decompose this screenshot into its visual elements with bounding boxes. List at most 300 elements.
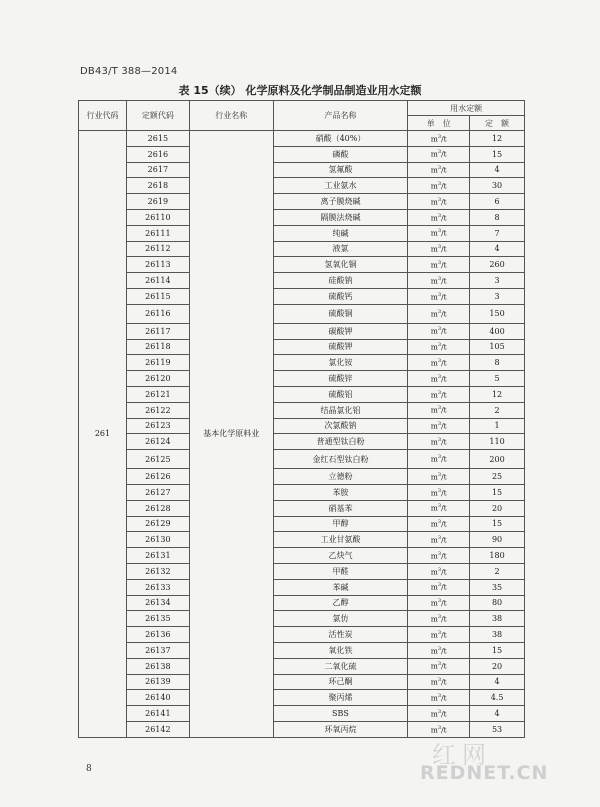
quota-code-cell: 26121 <box>126 386 189 402</box>
quota-value-cell: 25 <box>470 469 525 485</box>
unit-cell <box>408 131 470 147</box>
unit-per: /t <box>441 646 447 656</box>
table-row <box>79 241 525 257</box>
product-name-cell: 离子膜烧碱 <box>273 194 408 210</box>
unit-per: /t <box>441 181 447 191</box>
product-name-cell: 金红石型钛白粉 <box>273 450 408 469</box>
quota-value-cell: 15 <box>470 642 525 658</box>
unit-base: m <box>430 535 438 545</box>
product-name-cell: 苯碱 <box>273 579 408 595</box>
product-name-cell: 碳酸钾 <box>273 323 408 339</box>
unit-base: m <box>430 181 438 191</box>
unit-exponent: 3 <box>437 291 442 298</box>
industry-name-cell: 基本化学原料业 <box>189 131 273 738</box>
table-row <box>79 209 525 225</box>
unit-per: /t <box>441 488 447 498</box>
industry-code-cell: 261 <box>79 131 127 738</box>
table-row <box>79 402 525 418</box>
unit-base: m <box>430 630 438 640</box>
unit-cell <box>408 209 470 225</box>
unit-base: m <box>430 390 438 400</box>
unit-exponent: 3 <box>437 661 442 668</box>
unit-base: m <box>430 421 438 431</box>
unit-base: m <box>430 405 438 415</box>
unit-per: /t <box>441 421 447 431</box>
unit-cell <box>408 402 470 418</box>
quota-value-cell: 180 <box>470 548 525 564</box>
unit-exponent: 3 <box>437 550 442 557</box>
quota-code-cell: 26113 <box>126 257 189 273</box>
product-name-cell: 隔膜法烧碱 <box>273 209 408 225</box>
quota-value-cell: 260 <box>470 257 525 273</box>
unit-per: /t <box>441 709 447 719</box>
quota-code-cell: 26128 <box>126 500 189 516</box>
table-row <box>79 563 525 579</box>
table-row <box>79 386 525 402</box>
quota-code-cell: 26141 <box>126 706 189 722</box>
unit-per: /t <box>441 437 447 447</box>
unit-per: /t <box>441 630 447 640</box>
quota-code-cell: 26118 <box>126 339 189 355</box>
unit-exponent: 3 <box>437 454 442 461</box>
unit-base: m <box>430 567 438 577</box>
unit-cell <box>408 690 470 706</box>
unit-base: m <box>430 358 438 368</box>
product-name-cell: 结晶氯化铝 <box>273 402 408 418</box>
unit-exponent: 3 <box>437 181 442 188</box>
unit-cell <box>408 548 470 564</box>
unit-cell <box>408 418 470 434</box>
unit-cell <box>408 194 470 210</box>
unit-exponent: 3 <box>437 708 442 715</box>
quota-value-cell: 110 <box>470 434 525 450</box>
product-name-cell: 磷酸 <box>273 146 408 162</box>
header-unit: 单 位 <box>408 116 470 131</box>
unit-exponent: 3 <box>437 436 442 443</box>
unit-per: /t <box>441 260 447 270</box>
unit-cell <box>408 273 470 289</box>
table-row <box>79 611 525 627</box>
quota-value-cell: 4 <box>470 162 525 178</box>
unit-base: m <box>430 472 438 482</box>
unit-per: /t <box>441 276 447 286</box>
unit-base: m <box>430 276 438 286</box>
unit-exponent: 3 <box>437 196 442 203</box>
unit-per: /t <box>441 535 447 545</box>
unit-per: /t <box>441 149 447 159</box>
header-quota: 定 额 <box>470 116 525 131</box>
product-name-cell: 硝酸（40%） <box>273 131 408 147</box>
quota-code-cell: 26140 <box>126 690 189 706</box>
quota-code-cell: 26142 <box>126 721 189 737</box>
unit-cell <box>408 323 470 339</box>
table-row <box>79 484 525 500</box>
product-name-cell: 甲醛 <box>273 563 408 579</box>
quota-value-cell: 38 <box>470 627 525 643</box>
unit-exponent: 3 <box>437 342 442 349</box>
quota-code-cell: 26132 <box>126 563 189 579</box>
unit-per: /t <box>441 454 447 464</box>
table-row <box>79 690 525 706</box>
unit-base: m <box>430 488 438 498</box>
unit-per: /t <box>441 213 447 223</box>
unit-exponent: 3 <box>437 389 442 396</box>
quota-value-cell: 5 <box>470 371 525 387</box>
quota-code-cell: 26134 <box>126 595 189 611</box>
product-name-cell: 硫酸钙 <box>273 288 408 304</box>
quota-code-cell: 26137 <box>126 642 189 658</box>
unit-cell <box>408 225 470 241</box>
table-row <box>79 257 525 273</box>
table-title: 表 15（续） 化学原料及化学制品制造业用水定额 <box>178 84 422 97</box>
unit-per: /t <box>441 567 447 577</box>
unit-per: /t <box>441 725 447 735</box>
unit-cell <box>408 386 470 402</box>
unit-base: m <box>430 309 438 319</box>
unit-base: m <box>430 725 438 735</box>
unit-cell <box>408 288 470 304</box>
quota-code-cell: 2619 <box>126 194 189 210</box>
header-product-name: 产品名称 <box>273 101 408 131</box>
unit-cell <box>408 579 470 595</box>
unit-base: m <box>430 326 438 336</box>
unit-cell <box>408 434 470 450</box>
quota-code-cell: 2618 <box>126 178 189 194</box>
unit-base: m <box>430 134 438 144</box>
product-name-cell: 硫酸铝 <box>273 386 408 402</box>
unit-per: /t <box>441 374 447 384</box>
product-name-cell: 甲醇 <box>273 516 408 532</box>
unit-per: /t <box>441 326 447 336</box>
quota-code-cell: 26127 <box>126 484 189 500</box>
unit-base: m <box>430 519 438 529</box>
quota-value-cell: 35 <box>470 579 525 595</box>
table-row <box>79 371 525 387</box>
unit-exponent: 3 <box>437 421 442 428</box>
unit-exponent: 3 <box>437 275 442 282</box>
unit-exponent: 3 <box>437 165 442 172</box>
table-row <box>79 194 525 210</box>
product-name-cell: 环己酮 <box>273 674 408 690</box>
unit-exponent: 3 <box>437 405 442 412</box>
quota-value-cell: 80 <box>470 595 525 611</box>
unit-exponent: 3 <box>437 677 442 684</box>
quota-value-cell: 15 <box>470 146 525 162</box>
unit-cell <box>408 257 470 273</box>
quota-value-cell: 4 <box>470 706 525 722</box>
unit-cell <box>408 469 470 485</box>
table-row <box>79 178 525 194</box>
unit-base: m <box>430 582 438 592</box>
quota-value-cell: 2 <box>470 402 525 418</box>
unit-per: /t <box>441 661 447 671</box>
unit-cell <box>408 500 470 516</box>
unit-exponent: 3 <box>437 326 442 333</box>
table-row <box>79 273 525 289</box>
product-name-cell: 普通型钛白粉 <box>273 434 408 450</box>
unit-exponent: 3 <box>437 629 442 636</box>
table-row <box>79 500 525 516</box>
product-name-cell: 环氧丙烷 <box>273 721 408 737</box>
product-name-cell: 聚丙烯 <box>273 690 408 706</box>
quota-code-cell: 26130 <box>126 532 189 548</box>
unit-base: m <box>430 646 438 656</box>
unit-exponent: 3 <box>437 519 442 526</box>
table-row <box>79 642 525 658</box>
unit-per: /t <box>441 134 447 144</box>
quota-code-cell: 26133 <box>126 579 189 595</box>
product-name-cell: SBS <box>273 706 408 722</box>
table-row <box>79 595 525 611</box>
unit-per: /t <box>441 390 447 400</box>
unit-exponent: 3 <box>437 373 442 380</box>
table-row <box>79 674 525 690</box>
quota-value-cell: 4 <box>470 241 525 257</box>
quota-value-cell: 12 <box>470 386 525 402</box>
table-row <box>79 146 525 162</box>
table-row <box>79 225 525 241</box>
unit-exponent: 3 <box>437 503 442 510</box>
quota-code-cell: 26110 <box>126 209 189 225</box>
quota-value-cell: 4 <box>470 674 525 690</box>
unit-cell <box>408 674 470 690</box>
unit-per: /t <box>441 165 447 175</box>
header-industry-code: 行业代码 <box>79 101 127 131</box>
quota-value-cell: 400 <box>470 323 525 339</box>
unit-exponent: 3 <box>437 471 442 478</box>
product-name-cell: 乙炔气 <box>273 548 408 564</box>
quota-code-cell: 26126 <box>126 469 189 485</box>
product-name-cell: 氧化铁 <box>273 642 408 658</box>
quota-code-cell: 2615 <box>126 131 189 147</box>
quota-value-cell: 8 <box>470 355 525 371</box>
unit-cell <box>408 611 470 627</box>
unit-base: m <box>430 149 438 159</box>
table-row <box>79 658 525 674</box>
quota-code-cell: 26135 <box>126 611 189 627</box>
unit-cell <box>408 627 470 643</box>
quota-code-cell: 26122 <box>126 402 189 418</box>
table-row <box>79 288 525 304</box>
unit-base: m <box>430 197 438 207</box>
unit-exponent: 3 <box>437 566 442 573</box>
unit-cell <box>408 642 470 658</box>
unit-per: /t <box>441 503 447 513</box>
unit-exponent: 3 <box>437 582 442 589</box>
unit-per: /t <box>441 405 447 415</box>
unit-exponent: 3 <box>437 244 442 251</box>
unit-exponent: 3 <box>437 534 442 541</box>
product-name-cell: 硅酸钠 <box>273 273 408 289</box>
unit-per: /t <box>441 598 447 608</box>
unit-cell <box>408 484 470 500</box>
unit-exponent: 3 <box>437 692 442 699</box>
unit-per: /t <box>441 197 447 207</box>
unit-exponent: 3 <box>437 309 442 316</box>
product-name-cell: 氢氟酸 <box>273 162 408 178</box>
unit-base: m <box>430 374 438 384</box>
quota-code-cell: 26116 <box>126 304 189 323</box>
unit-per: /t <box>441 519 447 529</box>
quota-value-cell: 20 <box>470 658 525 674</box>
quota-code-cell: 26120 <box>126 371 189 387</box>
table-row <box>79 323 525 339</box>
unit-base: m <box>430 598 438 608</box>
quota-value-cell: 105 <box>470 339 525 355</box>
unit-exponent: 3 <box>437 724 442 731</box>
quota-code-cell: 26117 <box>126 323 189 339</box>
unit-exponent: 3 <box>437 149 442 156</box>
quota-code-cell: 26112 <box>126 241 189 257</box>
product-name-cell: 硝基苯 <box>273 500 408 516</box>
product-name-cell: 工业甘氨酸 <box>273 532 408 548</box>
table-row <box>79 548 525 564</box>
quota-value-cell: 38 <box>470 611 525 627</box>
product-name-cell: 工业氨水 <box>273 178 408 194</box>
product-name-cell: 硫酸铜 <box>273 304 408 323</box>
unit-base: m <box>430 437 438 447</box>
unit-per: /t <box>441 693 447 703</box>
product-name-cell: 二氧化硫 <box>273 658 408 674</box>
unit-exponent: 3 <box>437 260 442 267</box>
quota-value-cell: 15 <box>470 516 525 532</box>
quota-value-cell: 15 <box>470 484 525 500</box>
unit-per: /t <box>441 582 447 592</box>
unit-cell <box>408 371 470 387</box>
quota-value-cell: 150 <box>470 304 525 323</box>
unit-cell <box>408 304 470 323</box>
watermark-text: REDNET.CN <box>420 762 549 784</box>
unit-exponent: 3 <box>437 212 442 219</box>
unit-base: m <box>430 503 438 513</box>
table-row <box>79 469 525 485</box>
unit-cell <box>408 516 470 532</box>
table-row <box>79 304 525 323</box>
product-name-cell: 氯仿 <box>273 611 408 627</box>
quota-value-cell: 90 <box>470 532 525 548</box>
table-row <box>79 131 525 147</box>
unit-per: /t <box>441 551 447 561</box>
unit-cell <box>408 162 470 178</box>
table-row <box>79 355 525 371</box>
unit-per: /t <box>441 309 447 319</box>
unit-cell <box>408 241 470 257</box>
quota-code-cell: 26115 <box>126 288 189 304</box>
unit-cell <box>408 658 470 674</box>
unit-per: /t <box>441 228 447 238</box>
quota-value-cell: 3 <box>470 288 525 304</box>
unit-base: m <box>430 551 438 561</box>
quota-value-cell: 8 <box>470 209 525 225</box>
quota-value-cell: 1 <box>470 418 525 434</box>
quota-code-cell: 26129 <box>126 516 189 532</box>
unit-base: m <box>430 661 438 671</box>
table-row <box>79 418 525 434</box>
unit-per: /t <box>441 614 447 624</box>
header-industry-name: 行业名称 <box>189 101 273 131</box>
table-row <box>79 579 525 595</box>
header-water-quota: 用水定额 <box>408 101 525 116</box>
product-name-cell: 硫酸锌 <box>273 371 408 387</box>
quota-value-cell: 4.5 <box>470 690 525 706</box>
product-name-cell: 硫酸钾 <box>273 339 408 355</box>
quota-code-cell: 26119 <box>126 355 189 371</box>
unit-cell <box>408 532 470 548</box>
unit-cell <box>408 595 470 611</box>
table-row <box>79 706 525 722</box>
table-body <box>79 131 525 738</box>
unit-cell <box>408 146 470 162</box>
quota-value-cell: 3 <box>470 273 525 289</box>
unit-base: m <box>430 260 438 270</box>
quota-value-cell: 12 <box>470 131 525 147</box>
product-name-cell: 纯碱 <box>273 225 408 241</box>
unit-cell <box>408 178 470 194</box>
unit-per: /t <box>441 244 447 254</box>
unit-per: /t <box>441 342 447 352</box>
unit-exponent: 3 <box>437 613 442 620</box>
unit-exponent: 3 <box>437 598 442 605</box>
header-quota-code: 定额代码 <box>126 101 189 131</box>
quota-code-cell: 2616 <box>126 146 189 162</box>
product-name-cell: 氯化铵 <box>273 355 408 371</box>
table-row <box>79 434 525 450</box>
unit-exponent: 3 <box>437 133 442 140</box>
unit-per: /t <box>441 292 447 302</box>
table-row <box>79 162 525 178</box>
table-row <box>79 532 525 548</box>
unit-base: m <box>430 342 438 352</box>
quota-code-cell: 26123 <box>126 418 189 434</box>
unit-cell <box>408 706 470 722</box>
watermark-logo: 红网 <box>432 741 492 769</box>
quota-code-cell: 26139 <box>126 674 189 690</box>
quota-value-cell: 20 <box>470 500 525 516</box>
quota-value-cell: 2 <box>470 563 525 579</box>
quota-code-cell: 2617 <box>126 162 189 178</box>
unit-per: /t <box>441 472 447 482</box>
unit-exponent: 3 <box>437 645 442 652</box>
quota-code-cell: 26114 <box>126 273 189 289</box>
quota-code-cell: 26131 <box>126 548 189 564</box>
unit-base: m <box>430 244 438 254</box>
unit-base: m <box>430 228 438 238</box>
unit-exponent: 3 <box>437 228 442 235</box>
quota-value-cell: 7 <box>470 225 525 241</box>
unit-base: m <box>430 213 438 223</box>
table-row <box>79 339 525 355</box>
quota-code-cell: 26125 <box>126 450 189 469</box>
unit-base: m <box>430 165 438 175</box>
quota-code-cell: 26124 <box>126 434 189 450</box>
product-name-cell: 乙醇 <box>273 595 408 611</box>
quota-value-cell: 6 <box>470 194 525 210</box>
unit-cell <box>408 355 470 371</box>
product-name-cell: 苯胺 <box>273 484 408 500</box>
table-row <box>79 516 525 532</box>
unit-exponent: 3 <box>437 487 442 494</box>
unit-base: m <box>430 614 438 624</box>
quota-value-cell: 30 <box>470 178 525 194</box>
product-name-cell: 氢氧化铜 <box>273 257 408 273</box>
unit-cell <box>408 339 470 355</box>
quota-value-cell: 200 <box>470 450 525 469</box>
quota-code-cell: 26136 <box>126 627 189 643</box>
unit-cell <box>408 450 470 469</box>
unit-exponent: 3 <box>437 358 442 364</box>
water-quota-table <box>78 100 525 738</box>
unit-per: /t <box>441 358 447 368</box>
